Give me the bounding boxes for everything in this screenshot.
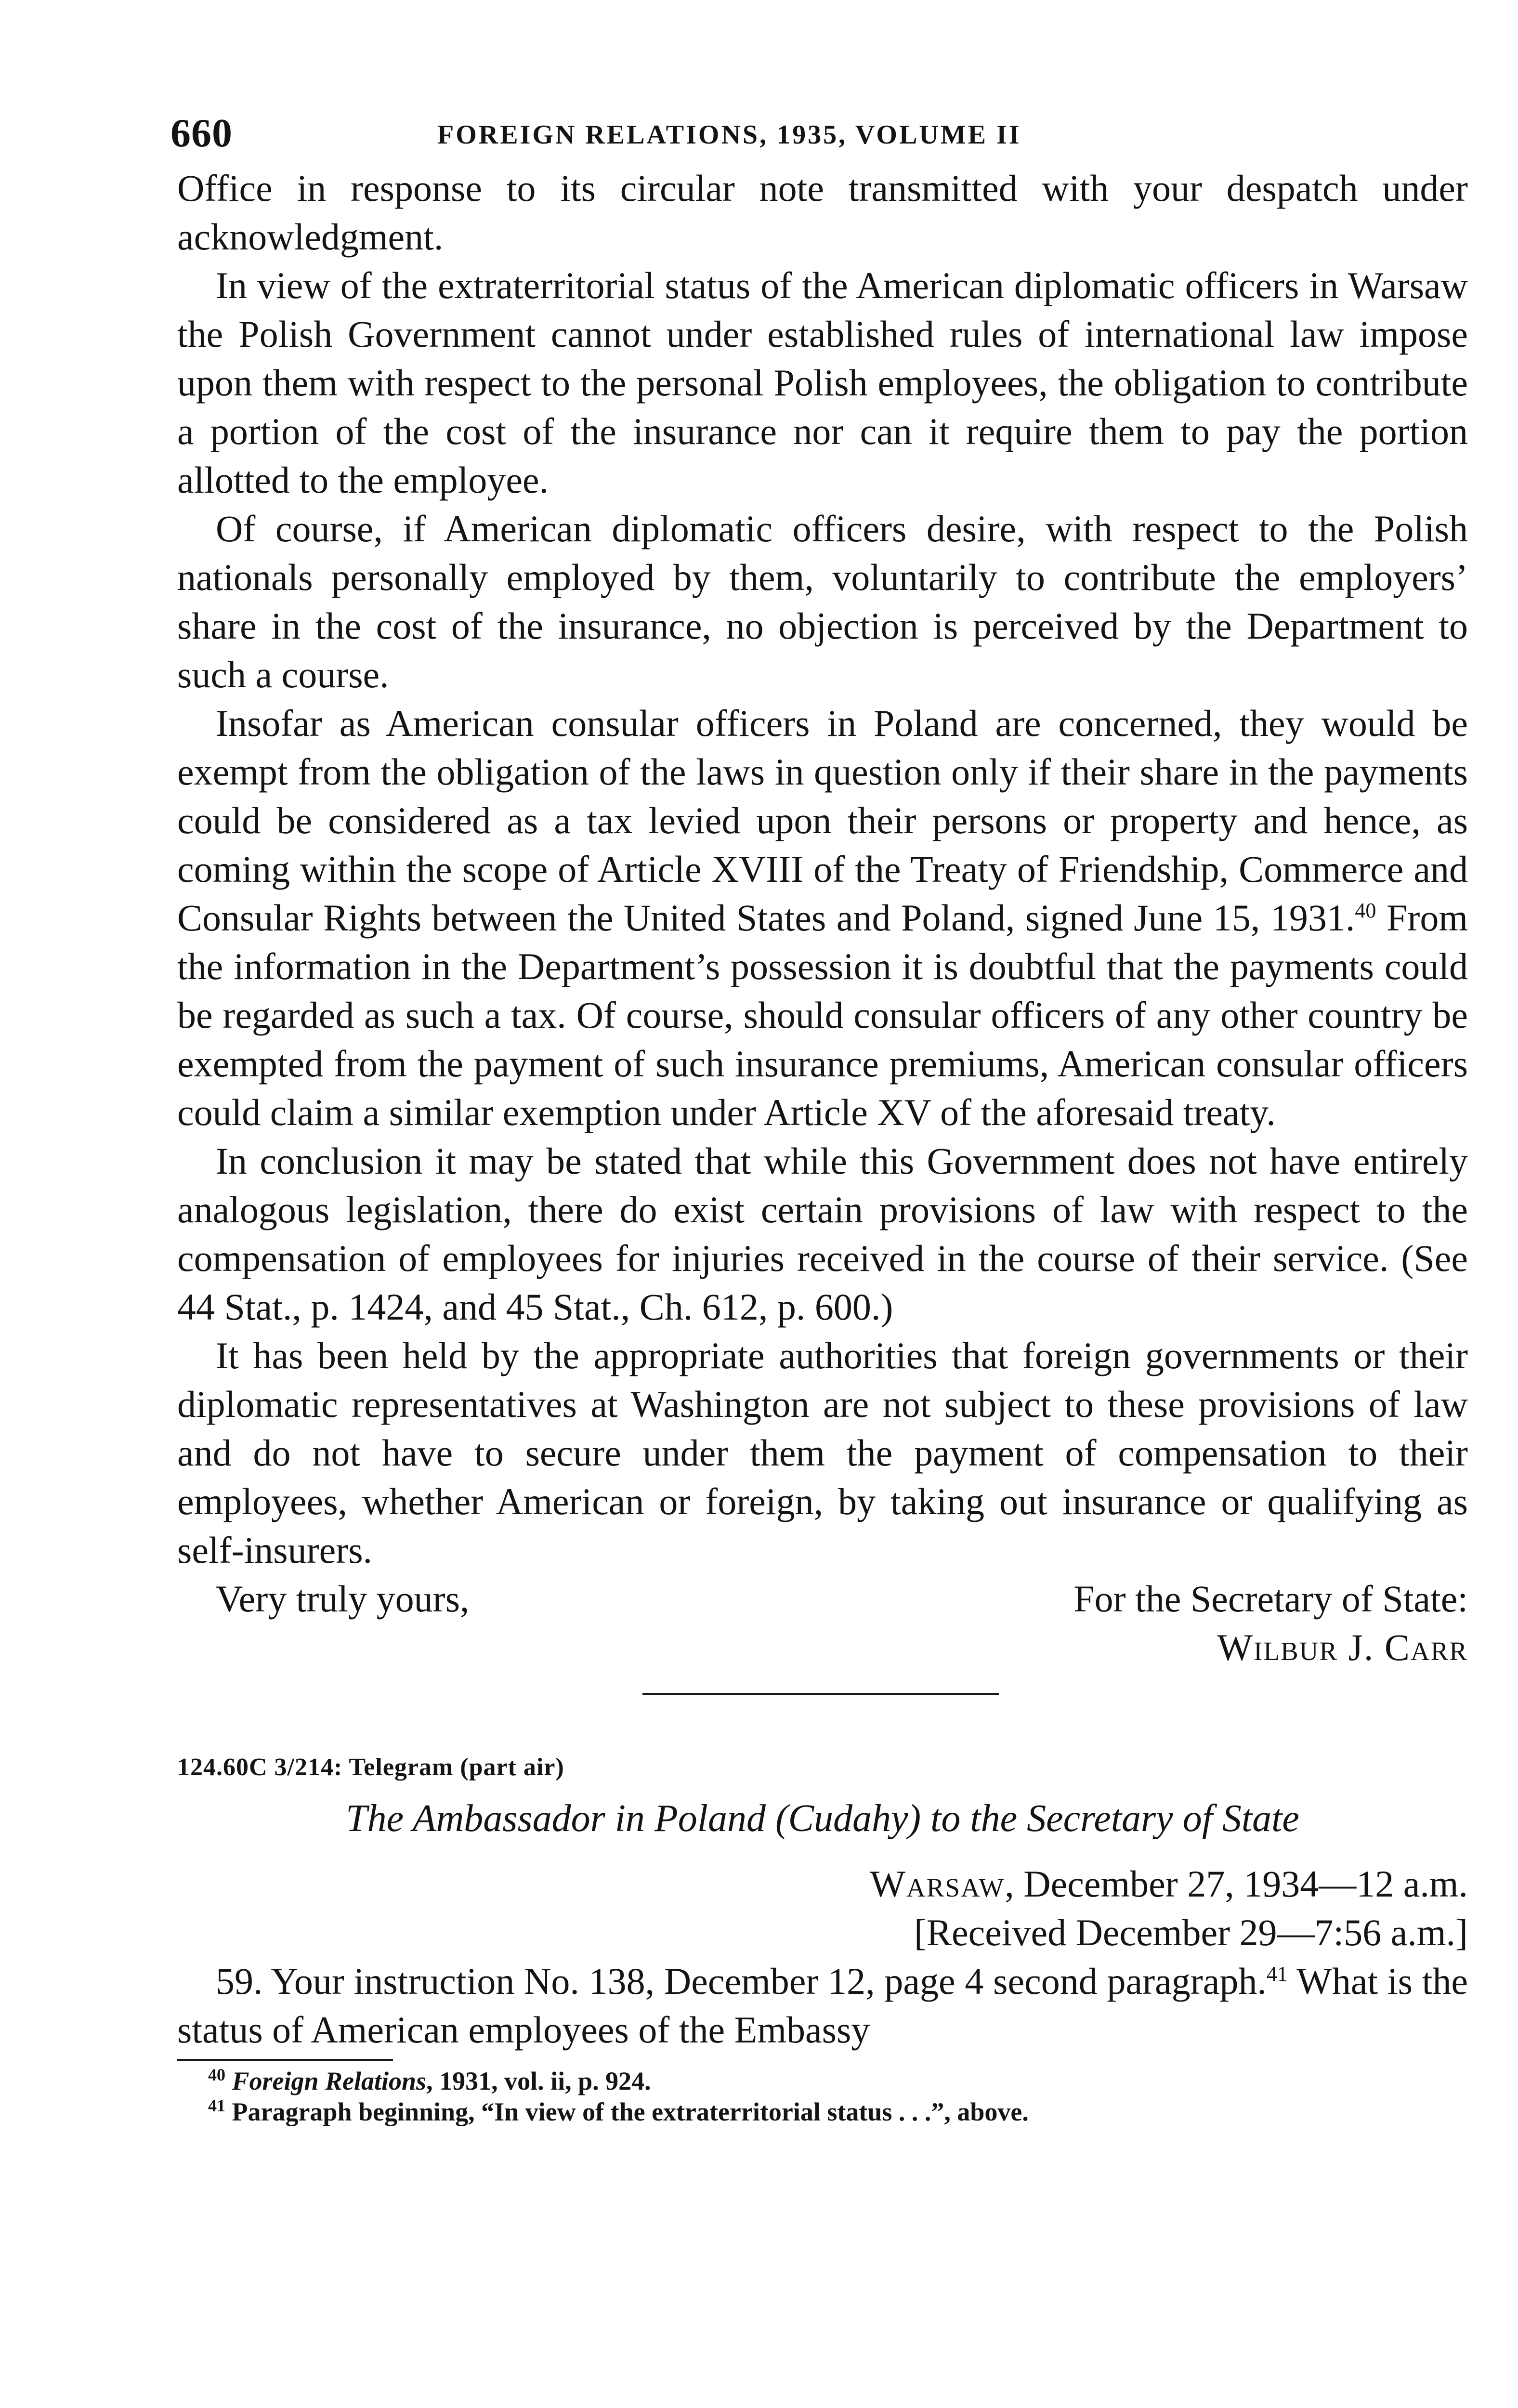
received-line: [Received December 29—7:56 a.m.]	[914, 1911, 1468, 1953]
letter-paragraph-1: Office in response to its circular note transmitted with your despatch under acknowledgment.	[177, 167, 1468, 258]
dateline-date: , December 27, 1934—12 a.m.	[1005, 1863, 1468, 1905]
document-title: The Ambassador in Poland (Cudahy) to the Secretary of State	[346, 1797, 1299, 1840]
signature-line: For the Secretary of State:	[1073, 1578, 1468, 1620]
footnote-ref-40: 40	[1355, 899, 1376, 922]
paragraph-text: What is the status of American employees of the Embassy	[177, 1960, 1468, 2051]
document-page	[170, 92, 1468, 2127]
footnote-divider	[177, 2059, 393, 2061]
complimentary-close: Very truly yours,	[216, 1578, 470, 1620]
footnote-text: Paragraph beginning, “In view of the extraterritorial status . . .”, above.	[232, 2097, 1029, 2126]
letter-paragraph-6: It has been held by the appropriate authorities that foreign governments or their diplomatic representatives at Washington are not subject to these provisions of law and do not have to secure under them the payment of compensation to their employees, whether American or foreign, by taking out insurance or qualifying as self-insurers.	[177, 1335, 1468, 1571]
telegram-body	[177, 1957, 1468, 2054]
footnotes	[177, 2066, 1468, 2127]
letter-paragraph-4	[177, 699, 1468, 1137]
page-header	[170, 92, 1468, 164]
letter-body	[177, 164, 1468, 1574]
telegram-paragraph	[177, 1957, 1468, 2054]
signature-name: Wilbur J. Carr	[1217, 1626, 1468, 1668]
running-head: FOREIGN RELATIONS, 1935, VOLUME II	[437, 120, 1021, 150]
footnote-citation-rest: , 1931, vol. ii, p. 924.	[426, 2067, 651, 2095]
paragraph-text: From the information in the Department’s possession it is doubtful that the payments could be regarded as such a tax. Of course, should consular officers of any other country be exempted from the payment of such insurance premiums, American consular officers could claim a similar exemption under Article XV of the aforesaid treaty.	[177, 897, 1468, 1133]
dateline-place: Warsaw	[870, 1863, 1005, 1905]
footnote-number: 40	[208, 2065, 225, 2084]
dateline	[177, 1859, 1468, 1957]
paragraph-text: 59. Your instruction No. 138, December 12, page 4 second paragraph.	[216, 1960, 1267, 2002]
section-divider	[642, 1693, 999, 1695]
footnote-ref-41: 41	[1266, 1962, 1288, 1986]
footnote-citation-title: Foreign Relations	[232, 2067, 427, 2095]
letter-closing	[177, 1574, 1468, 1672]
page-number: 660	[170, 111, 233, 156]
letter-paragraph-3: Of course, if American diplomatic officers desire, with respect to the Polish nationals personally employed by them, voluntarily to contribute the employers’ share in the cost of the insurance, no objection is perceived by the Department to such a course.	[177, 508, 1468, 695]
footnote-40	[177, 2066, 1468, 2096]
footnote-number: 41	[208, 2096, 225, 2115]
letter-paragraph-5: In conclusion it may be stated that while this Government does not have entirely analogous legislation, there do exist certain provisions of law with respect to the compensation of employees for injuries received in the course of their service. (See 44 Stat., p. 1424, and 45 Stat., Ch. 612, p. 600.)	[177, 1140, 1468, 1328]
paragraph-text: Insofar as American consular officers in Poland are concerned, they would be exempt from the obligation of the laws in question only if their share in the payments could be considered as a tax levied upon their persons or property and hence, as coming within the scope of Article XVIII of the Treaty of Friendship, Commerce and Consular Rights between the United States and Poland, signed June 15, 1931.	[177, 702, 1468, 939]
dateline-place-date	[177, 1859, 1468, 1908]
footnote-41	[177, 2096, 1468, 2127]
file-reference: 124.60C 3/214: Telegram (part air)	[177, 1754, 564, 1781]
letter-paragraph-2: In view of the extraterritorial status of the American diplomatic officers in Warsaw the Polish Government cannot under established rules of international law impose upon them with respect to the personal Polish employees, the obligation to contribute a portion of the cost of the insurance nor can it require them to pay the portion allotted to the employee.	[177, 264, 1468, 501]
